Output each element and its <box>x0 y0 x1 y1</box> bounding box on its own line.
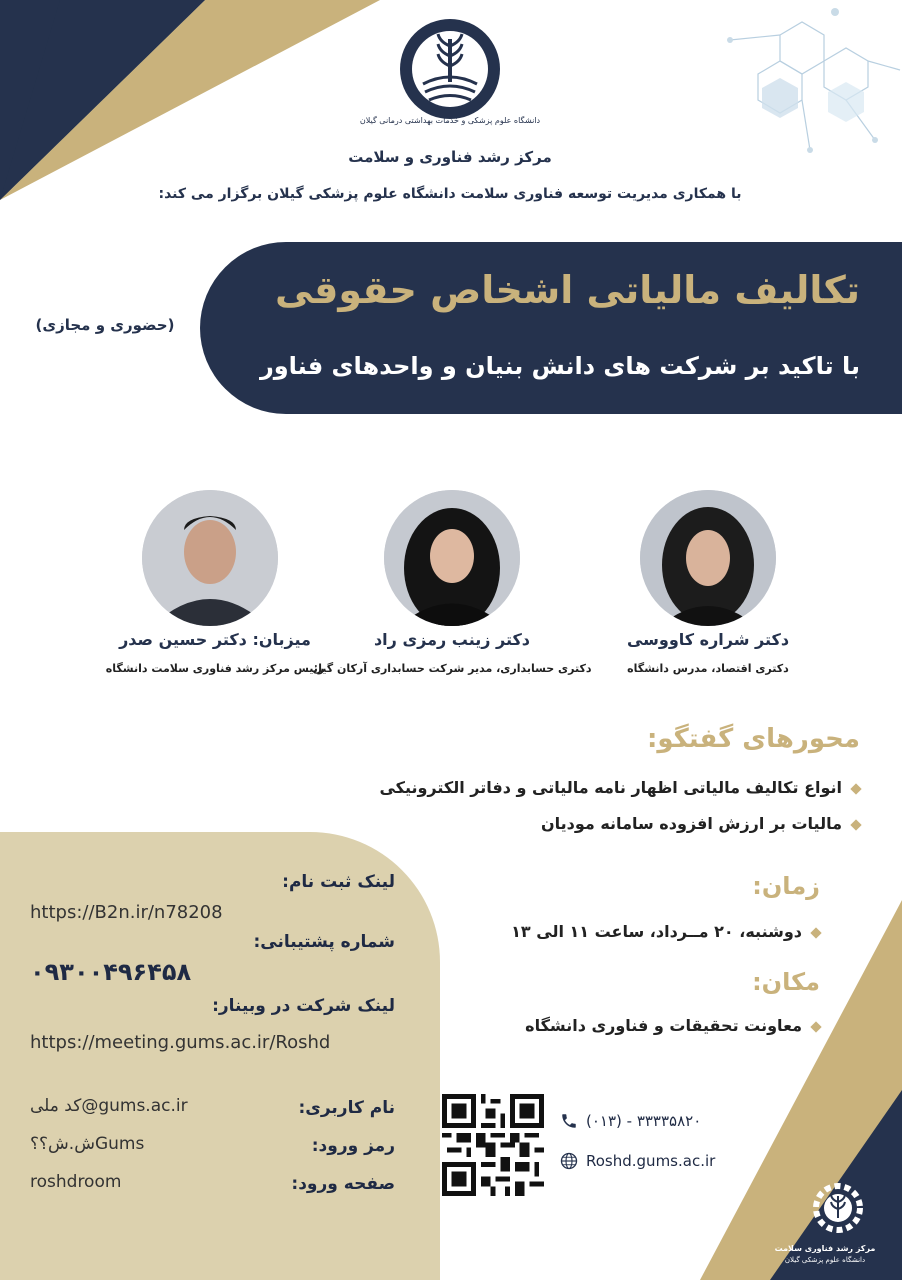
username-label: نام کاربری: <box>298 1098 395 1118</box>
login-page-value: roshdroom <box>30 1172 122 1192</box>
incubator-logo-line2: دانشگاه علوم پزشکی گیلان <box>784 1256 866 1264</box>
event-subtitle: با تاکید بر شرکت های دانش بنیان و واحدهای فناور <box>259 352 860 380</box>
incubator-logo <box>806 1176 870 1240</box>
globe-icon <box>560 1152 578 1170</box>
diamond-bullet-icon <box>810 1021 821 1032</box>
time-value: دوشنبه، ۲۰ مــرداد، ساعت ۱۱ الی ۱۳ <box>470 922 820 941</box>
info-panel <box>0 832 440 1280</box>
login-page-label: صفحه ورود: <box>291 1174 395 1194</box>
topics-heading: محورهای گفتگو: <box>646 724 860 754</box>
speaker-photo-ramzi-rad <box>384 490 520 626</box>
registration-label: لینک ثبت نام: <box>282 872 395 892</box>
university-logo <box>395 14 505 124</box>
time-heading: زمان: <box>752 872 820 900</box>
place-heading: مکان: <box>752 968 820 996</box>
phone-number: (۰۱۳) - ۳۳۳۳۵۸۲۰ <box>586 1112 702 1130</box>
incubator-logo-line1: مرکز رشد فناوری سلامت <box>774 1244 876 1253</box>
event-title: تکالیف مالیاتی اشخاص حقوقی <box>275 268 860 312</box>
host-title-sadr: رئیس مرکز رشد فناوری سلامت دانشگاه <box>105 662 325 675</box>
webinar-link[interactable]: https://meeting.gums.ac.ir/Roshd <box>30 1032 331 1053</box>
collaboration-line: با همکاری مدیریت توسعه فناوری سلامت دانشگاه علوم پزشکی گیلان برگزار می کند: <box>158 186 742 202</box>
support-label: شماره پشتیبانی: <box>253 932 395 952</box>
topic-item: انواع تکالیف مالیاتی اظهار نامه مالیاتی و دفاتر الکترونیکی <box>340 778 860 797</box>
place-value: معاونت تحقیقات و فناوری دانشگاه <box>470 1016 820 1035</box>
diamond-bullet-icon <box>810 927 821 938</box>
host-name-sadr: میزبان: دکتر حسین صدر <box>119 630 311 649</box>
qr-code[interactable] <box>442 1094 544 1196</box>
host-photo-sadr <box>142 490 278 626</box>
registration-link[interactable]: https://B2n.ir/n78208 <box>30 902 223 923</box>
speaker-photo-kavousi <box>640 490 776 626</box>
diamond-bullet-icon <box>850 783 861 794</box>
webinar-label: لینک شرکت در وبینار: <box>212 996 395 1016</box>
diamond-bullet-icon <box>850 819 861 830</box>
website-url: Roshd.gums.ac.ir <box>586 1152 716 1170</box>
top-left-decoration <box>0 0 380 200</box>
organizer-name: مرکز رشد فناوری و سلامت <box>348 148 552 166</box>
speaker-title-kavousi: دکتری اقتصاد، مدرس دانشگاه <box>627 662 789 675</box>
topic-item: مالیات بر ارزش افزوده سامانه مودیان <box>340 814 860 833</box>
speaker-name-ramzi-rad: دکتر زینب رمزی راد <box>373 630 531 649</box>
password-label: رمز ورود: <box>311 1136 395 1156</box>
phone-icon <box>560 1112 578 1130</box>
attendance-mode: (حضوری و مجازی) <box>35 316 175 334</box>
phone-row[interactable] <box>560 1110 760 1134</box>
hexagon-decoration <box>700 0 902 180</box>
website-row[interactable] <box>560 1150 760 1174</box>
speaker-title-ramzi-rad: دکتری حسابداری، مدیر شرکت حسابداری آرکان گیل <box>312 662 592 675</box>
password-value: ش.ش؟؟Gums <box>30 1134 145 1154</box>
logo-caption: دانشگاه علوم پزشکی و خدمات بهداشتی درمانی گیلان <box>359 116 541 125</box>
username-value: کد ملی@gums.ac.ir <box>30 1096 188 1116</box>
support-number[interactable]: ۰۹۳۰۰۴۹۶۴۵۸ <box>30 958 192 986</box>
speaker-name-kavousi: دکتر شراره کاووسی <box>626 630 790 649</box>
